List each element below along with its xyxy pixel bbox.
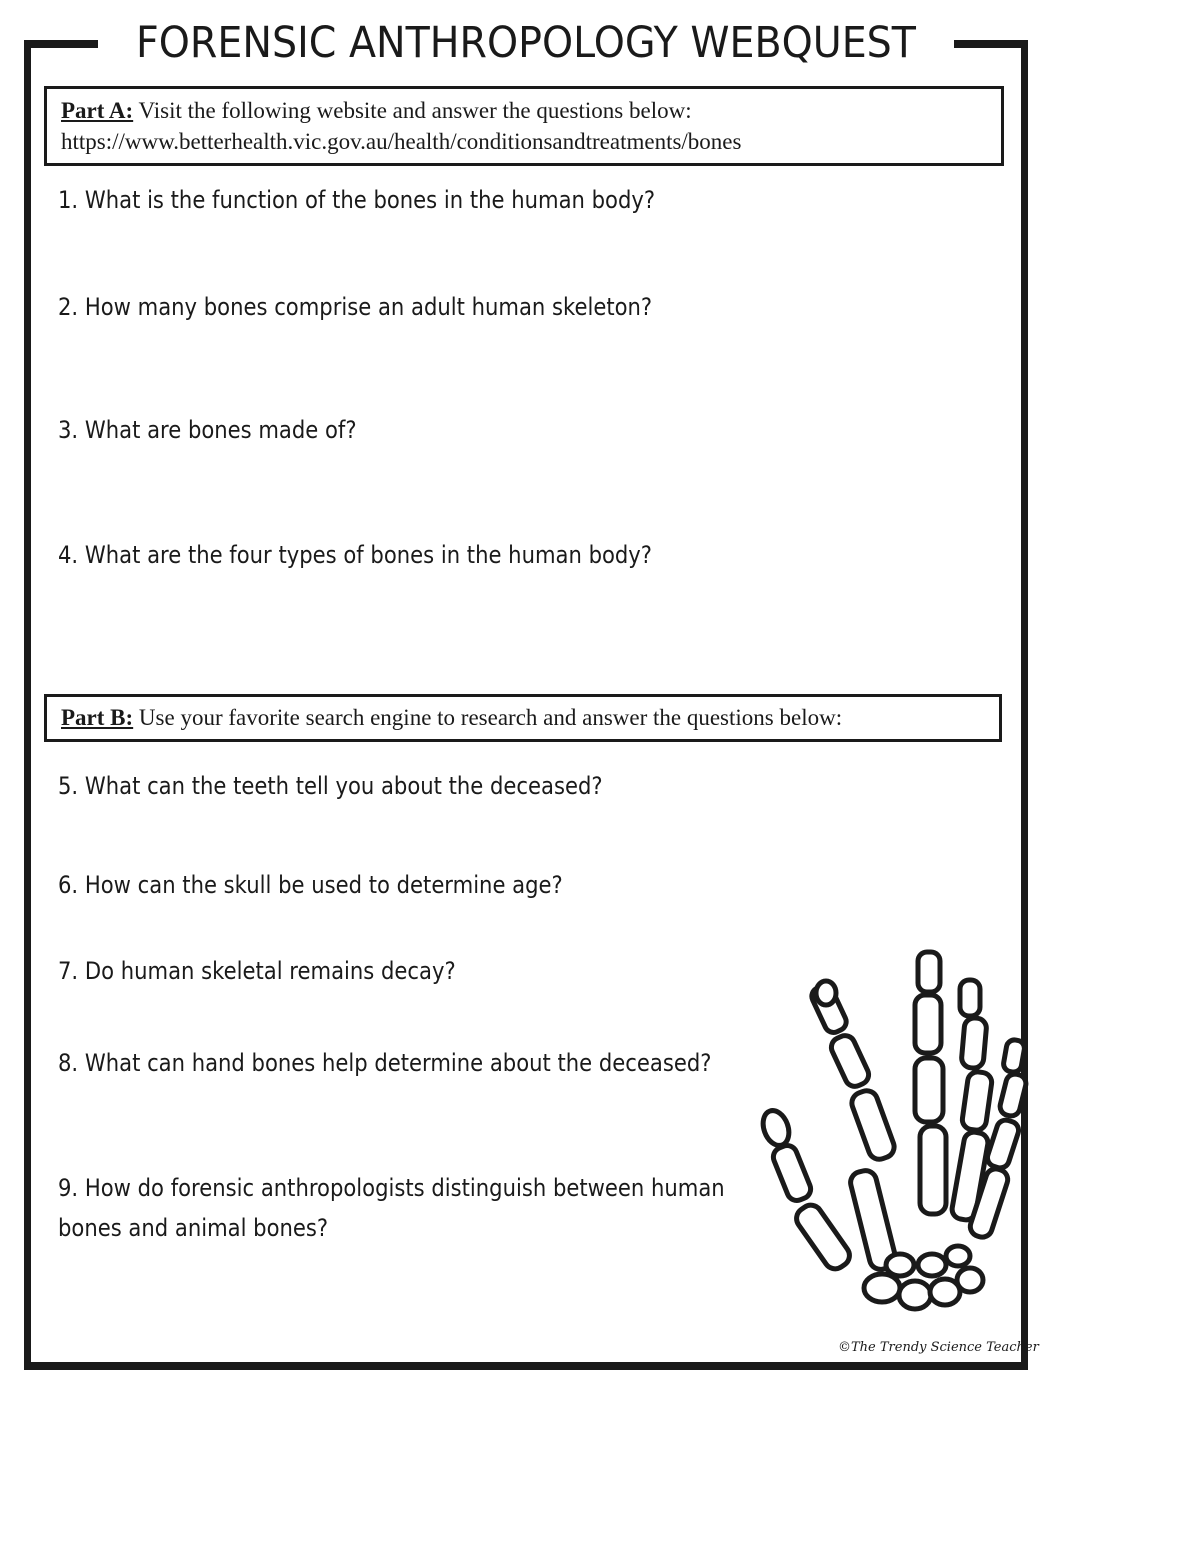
part-a-label: Part A: xyxy=(61,98,134,123)
hand-skeleton-illustration xyxy=(760,940,1040,1340)
part-a-instruction-line xyxy=(61,95,987,126)
question-3: 3. What are bones made of? xyxy=(58,416,357,444)
question-4: 4. What are the four types of bones in the human body? xyxy=(58,541,653,569)
part-a-url[interactable]: https://www.betterhealth.vic.gov.au/health/conditionsandtreatments/bones xyxy=(61,129,742,154)
page-title: FORENSIC ANTHROPOLOGY WEBQUEST xyxy=(136,18,916,68)
part-a-box xyxy=(44,86,1004,166)
question-9: 9. How do forensic anthropologists distinguish between human bones and animal bones? xyxy=(58,1174,725,1242)
part-b-label: Part B: xyxy=(61,705,134,730)
part-a-instruction: Visit the following website and answer the questions below: xyxy=(133,98,692,123)
part-b-box xyxy=(44,694,1002,742)
credit-text: ©The Trendy Science Teacher xyxy=(838,1340,1039,1355)
question-5: 5. What can the teeth tell you about the deceased? xyxy=(58,772,603,800)
question-6: 6. How can the skull be used to determine age? xyxy=(58,871,563,899)
question-2: 2. How many bones comprise an adult human skeleton? xyxy=(58,293,653,321)
part-b-instruction: Use your favorite search engine to research and answer the questions below: xyxy=(133,705,843,730)
question-8: 8. What can hand bones help determine about the deceased? xyxy=(58,1049,712,1077)
question-7: 7. Do human skeletal remains decay? xyxy=(58,957,456,985)
question-1: 1. What is the function of the bones in the human body? xyxy=(58,186,656,214)
